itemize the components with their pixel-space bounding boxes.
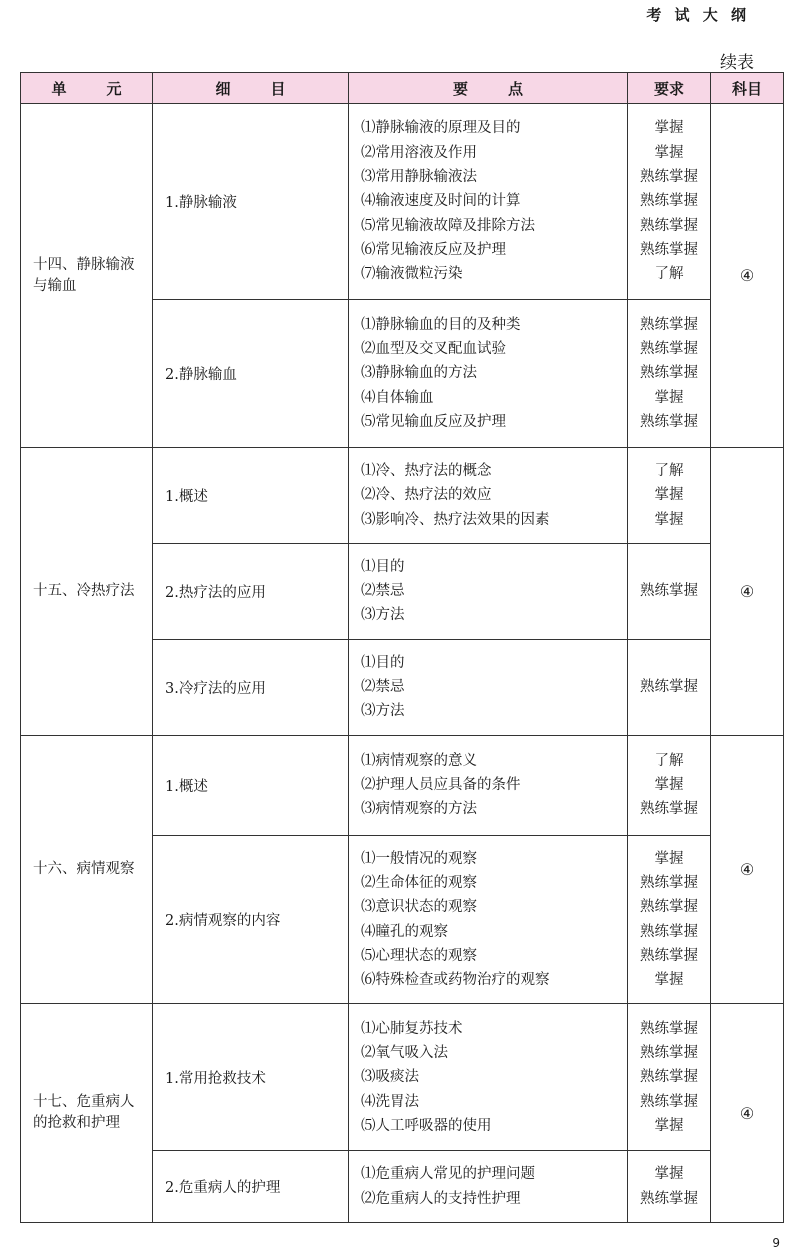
key-point: ⑴静脉输血的目的及种类 — [361, 316, 521, 333]
requirement-level: 熟练掌握 — [640, 874, 698, 891]
table-row — [21, 448, 784, 544]
requirement-level: 熟练掌握 — [640, 583, 698, 600]
requirement-level: 了解 — [654, 463, 684, 479]
requirement-cell — [628, 104, 711, 300]
requirement-level: 熟练掌握 — [640, 1069, 698, 1086]
requirement-level: 掌握 — [654, 144, 684, 161]
requirement-cell — [628, 1004, 711, 1151]
requirement-level: 掌握 — [654, 777, 684, 794]
key-point: ⑴病情观察的意义 — [361, 752, 477, 769]
key-point: ⑵常用溶液及作用 — [361, 144, 477, 161]
key-point: ⑷输液速度及时间的计算 — [361, 193, 521, 210]
key-point: ⑵氧气吸入法 — [361, 1045, 448, 1061]
key-points-cell — [349, 104, 628, 300]
key-point: ⑺输液微粒污染 — [361, 266, 463, 283]
key-point: ⑴一般情况的观察 — [361, 850, 477, 867]
requirement-cell — [628, 639, 711, 735]
requirement-level: 熟练掌握 — [640, 241, 698, 258]
table-row — [21, 735, 784, 835]
key-point: ⑶意识状态的观察 — [361, 899, 477, 916]
table-row — [21, 104, 784, 300]
key-point: ⑸心理状态的观察 — [361, 947, 477, 964]
requirement-level: 熟练掌握 — [640, 341, 698, 358]
item-name: 1.概述 — [153, 448, 349, 544]
col-header-requirement: 要求 — [628, 73, 711, 104]
item-name: 2.热疗法的应用 — [153, 543, 349, 639]
page-number: 9 — [772, 1236, 780, 1250]
requirement-level: 掌握 — [654, 389, 684, 406]
key-points-cell — [349, 543, 628, 639]
running-header-title: 考 试 大 纲 — [646, 6, 750, 24]
table-row — [21, 1004, 784, 1151]
key-point: ⑷瞳孔的观察 — [361, 923, 448, 940]
key-point: ⑷洗胃法 — [361, 1093, 419, 1110]
key-point: ⑹特殊检查或药物治疗的观察 — [361, 972, 550, 989]
unit-name: 十五、冷热疗法 — [21, 448, 153, 736]
requirement-level: 了解 — [654, 266, 684, 283]
requirement-cell — [628, 835, 711, 1004]
key-point: ⑴冷、热疗法的概念 — [361, 463, 492, 479]
key-point: ⑴目的 — [361, 654, 405, 671]
key-point: ⑴目的 — [361, 558, 405, 575]
key-point: ⑶方法 — [361, 703, 405, 720]
requirement-cell — [628, 300, 711, 448]
item-name: 2.病情观察的内容 — [153, 835, 349, 1004]
requirement-level: 掌握 — [654, 511, 684, 528]
key-point: ⑹常见输液反应及护理 — [361, 241, 506, 258]
requirement-level: 熟练掌握 — [640, 413, 698, 430]
col-header-subject: 科目 — [711, 73, 784, 104]
syllabus-table — [20, 72, 784, 1223]
requirement-level: 掌握 — [654, 487, 684, 504]
requirement-level: 熟练掌握 — [640, 679, 698, 696]
item-name: 1.常用抢救技术 — [153, 1004, 349, 1151]
requirement-cell — [628, 543, 711, 639]
col-header-points: 要 点 — [349, 73, 628, 104]
requirement-level: 熟练掌握 — [640, 801, 698, 818]
col-header-item: 细 目 — [153, 73, 349, 104]
requirement-level: 掌握 — [654, 1166, 684, 1183]
key-point: ⑸常见输液故障及排除方法 — [361, 217, 535, 234]
key-points-cell — [349, 639, 628, 735]
item-name: 2.静脉输血 — [153, 300, 349, 448]
requirement-level: 熟练掌握 — [640, 316, 698, 333]
key-point: ⑴心肺复苏技术 — [361, 1020, 463, 1037]
key-point: ⑴危重病人常见的护理问题 — [361, 1166, 535, 1183]
key-point: ⑵危重病人的支持性护理 — [361, 1190, 521, 1207]
requirement-level: 了解 — [654, 752, 684, 769]
col-header-unit: 单 元 — [21, 73, 153, 104]
unit-name: 十七、危重病人的抢救和护理 — [21, 1004, 153, 1223]
requirement-level: 熟练掌握 — [640, 947, 698, 964]
requirement-level: 熟练掌握 — [640, 193, 698, 210]
requirement-level: 掌握 — [654, 972, 684, 989]
requirement-level: 掌握 — [654, 850, 684, 867]
continued-label: 续表 — [720, 53, 754, 73]
item-name: 1.概述 — [153, 735, 349, 835]
key-point: ⑶病情观察的方法 — [361, 801, 477, 818]
key-point: ⑶常用静脉输液法 — [361, 169, 477, 186]
requirement-level: 熟练掌握 — [640, 923, 698, 940]
key-point: ⑵护理人员应具备的条件 — [361, 777, 521, 794]
requirement-level: 熟练掌握 — [640, 169, 698, 186]
key-point: ⑵生命体征的观察 — [361, 874, 477, 891]
unit-name: 十六、病情观察 — [21, 735, 153, 1004]
item-name: 2.危重病人的护理 — [153, 1151, 349, 1223]
item-name: 1.静脉输液 — [153, 104, 349, 300]
unit-name: 十四、静脉输液与输血 — [21, 104, 153, 448]
key-point: ⑸常见输血反应及护理 — [361, 413, 506, 430]
subject-marker: ④ — [711, 104, 784, 448]
requirement-cell — [628, 735, 711, 835]
key-points-cell — [349, 835, 628, 1004]
key-point: ⑶方法 — [361, 607, 405, 624]
key-point: ⑸人工呼吸器的使用 — [361, 1117, 492, 1134]
key-point: ⑴静脉输液的原理及目的 — [361, 120, 521, 137]
key-point: ⑶吸痰法 — [361, 1069, 419, 1086]
requirement-level: 掌握 — [654, 120, 684, 137]
key-point: ⑵冷、热疗法的效应 — [361, 487, 492, 504]
requirement-level: 熟练掌握 — [640, 1190, 698, 1207]
subject-marker: ④ — [711, 1004, 784, 1223]
requirement-cell — [628, 1151, 711, 1223]
requirement-level: 熟练掌握 — [640, 1020, 698, 1037]
key-point: ⑵禁忌 — [361, 583, 405, 600]
key-point: ⑶静脉输血的方法 — [361, 365, 477, 382]
requirement-level: 熟练掌握 — [640, 1045, 698, 1061]
table-header-row — [21, 73, 784, 104]
subject-marker: ④ — [711, 735, 784, 1004]
item-name: 3.冷疗法的应用 — [153, 639, 349, 735]
requirement-level: 熟练掌握 — [640, 1093, 698, 1110]
key-points-cell — [349, 300, 628, 448]
key-point: ⑵禁忌 — [361, 679, 405, 696]
requirement-level: 熟练掌握 — [640, 365, 698, 382]
requirement-level: 熟练掌握 — [640, 899, 698, 916]
key-point: ⑶影响冷、热疗法效果的因素 — [361, 511, 550, 528]
subject-marker: ④ — [711, 448, 784, 736]
requirement-cell — [628, 448, 711, 544]
key-point: ⑷自体输血 — [361, 389, 434, 406]
key-points-cell — [349, 735, 628, 835]
key-point: ⑵血型及交叉配血试验 — [361, 341, 506, 358]
key-points-cell — [349, 1151, 628, 1223]
requirement-level: 掌握 — [654, 1117, 684, 1134]
requirement-level: 熟练掌握 — [640, 217, 698, 234]
key-points-cell — [349, 1004, 628, 1151]
key-points-cell — [349, 448, 628, 544]
